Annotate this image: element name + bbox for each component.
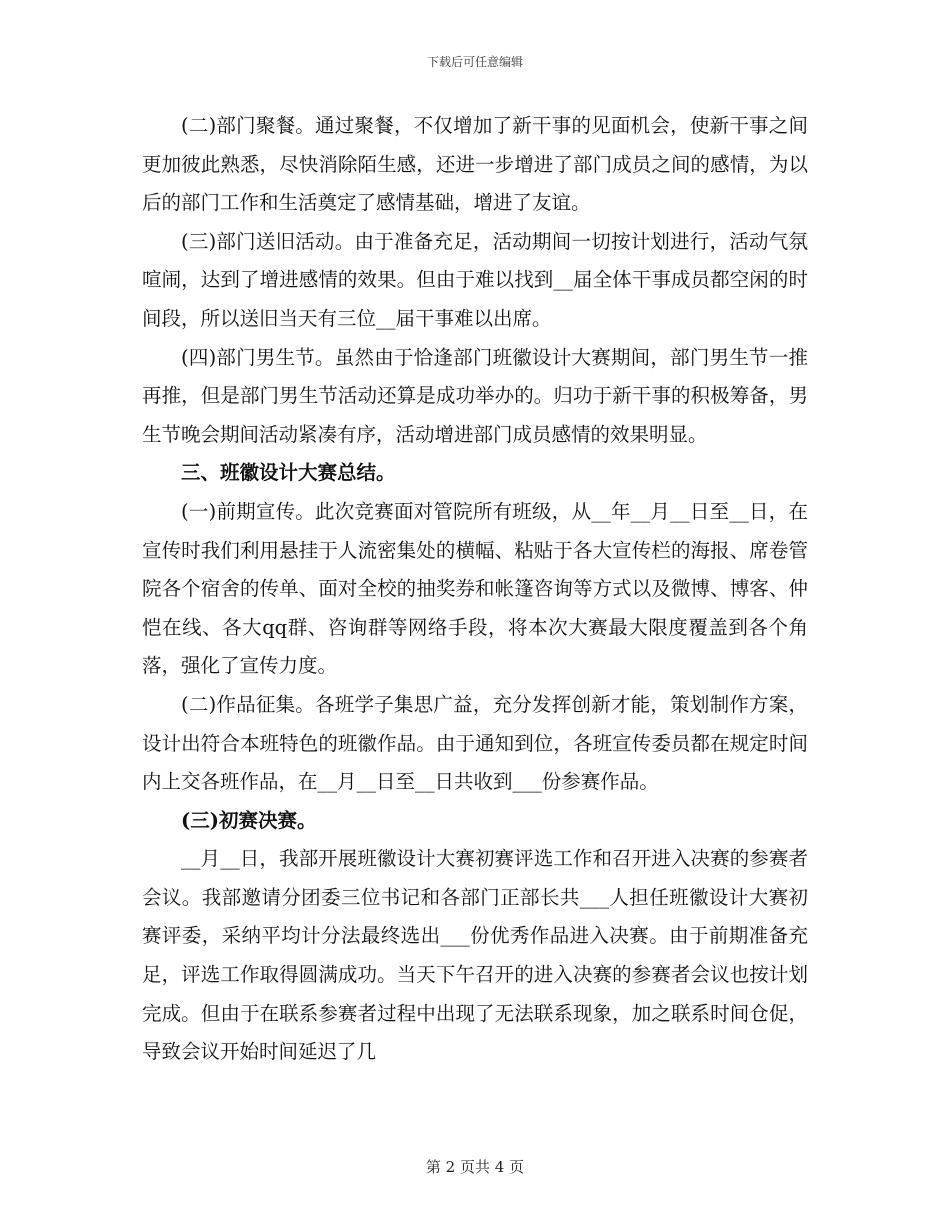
section-heading-badge-contest: 三、班徽设计大赛总结。: [181, 461, 396, 485]
paragraph-preliminary-review: __月__日，我部开展班徽设计大赛初赛评选工作和召开进入决赛的参赛者会议。我部邀请分团委三位书记和各部门正部长共___人担任班徽设计大赛初赛评委，采纳平均计分法最终选出___份优秀作品进入决赛。由于前期准备充足，评选工作取得圆满成功。当天下午召开的进入决赛的参赛者会议也按计划完成。但由于在联系参赛者过程中出现了无法联系现象，加之联系时间仓促，导致会议开始时间延迟了几: [142, 847, 808, 1064]
paragraph-work-collection: (二)作品征集。各班学子集思广益，充分发挥创新才能，策划制作方案，设计出符合本班特色的班徽作品。由于通知到位，各班宣传委员都在规定时间内上交各班作品，在__月__日至__日共收到___份参赛作品。: [142, 692, 808, 794]
page-header: 下载后可任意编辑: [426, 55, 523, 69]
paragraph-boys-day: (四)部门男生节。虽然由于恰逢部门班徽设计大赛期间，部门男生节一推再推，但是部门男生节活动还算是成功举办的。归功于新干事的积极筹备，男生节晚会期间活动紧凑有序，活动增进部门成员感情的效果明显。: [142, 345, 808, 446]
subheading-preliminary-final: (三)初赛决赛。: [181, 808, 317, 832]
paragraph-department-dinner: (二)部门聚餐。通过聚餐，不仅增加了新干事的见面机会，使新干事之间更加彼此熟悉，尽快消除陌生感，还进一步增进了部门成员之间的感情，为以后的部门工作和生活奠定了感情基础，增进了友谊。: [142, 114, 808, 215]
paragraph-early-publicity: (一)前期宣传。此次竞赛面对管院所有班级，从__年__月__日至__日，在宣传时我们利用悬挂于人流密集处的横幅、粘贴于各大宣传栏的海报、席卷管院各个宿舍的传单、面对全校的抽奖券和帐篷咨询等方式以及微博、博客、仲恺在线、各大qq群、咨询群等网络手段，将本次大赛最大限度覆盖到各个角落，强化了宣传力度。: [142, 499, 808, 678]
document-body: [142, 107, 808, 1072]
page-footer: 第 2 页共 4 页: [425, 1158, 525, 1176]
paragraph-farewell-activity: (三)部门送旧活动。由于准备充足，活动期间一切按计划进行，活动气氛喧闹，达到了增进感情的效果。但由于难以找到__届全体干事成员都空闲的时间段，所以送旧当天有三位__届干事难以出席。: [142, 229, 808, 330]
